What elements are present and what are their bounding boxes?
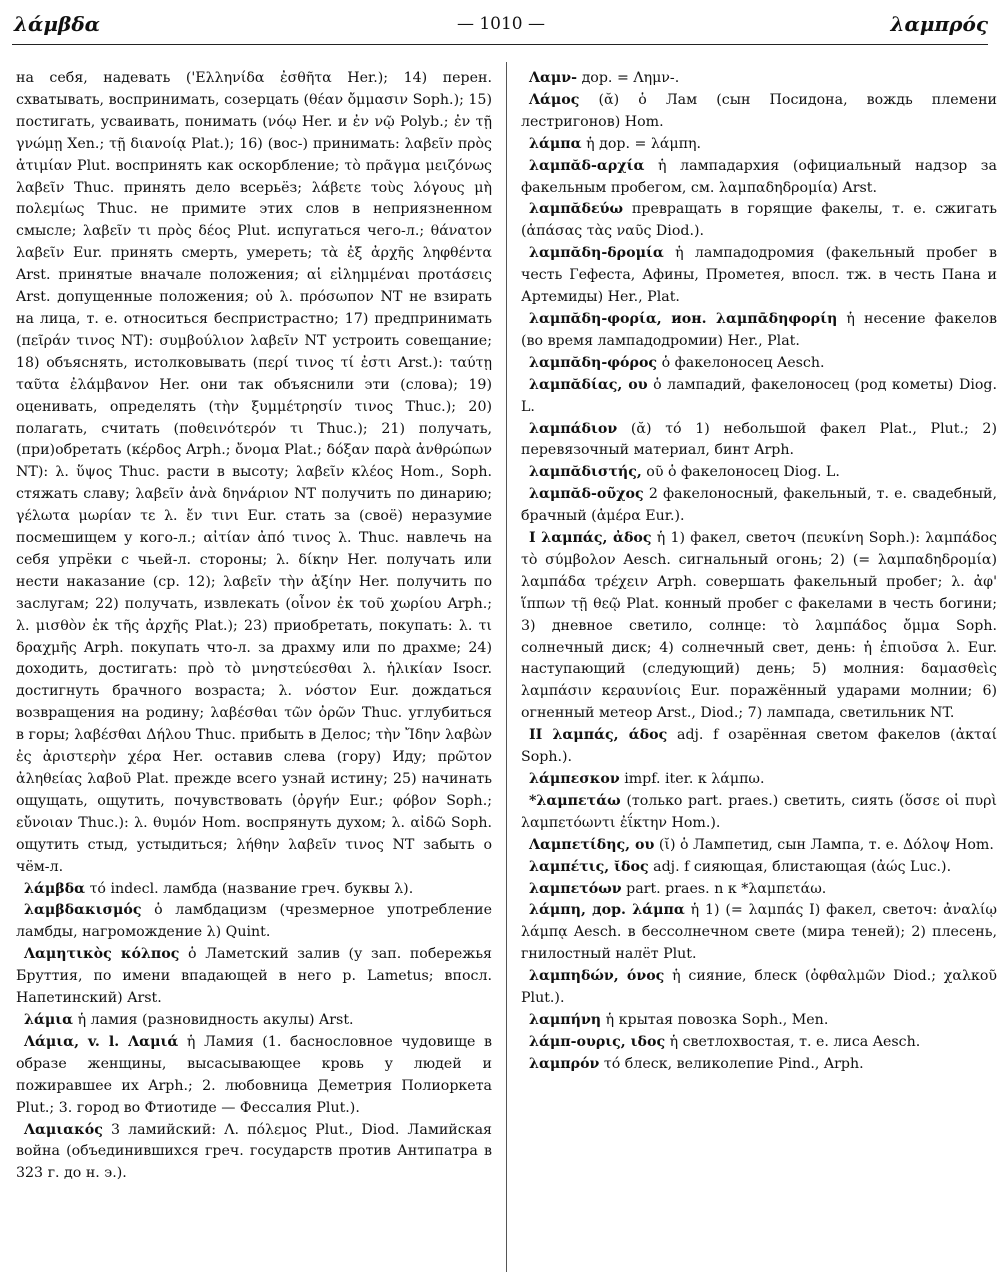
dictionary-entry xyxy=(521,199,997,243)
dictionary-entry xyxy=(521,900,997,966)
dictionary-entry xyxy=(521,484,997,528)
dictionary-entry xyxy=(16,879,492,901)
entry-body: ἡ светлохвостая, т. е. лиса Aesch. xyxy=(669,1033,921,1050)
entry-body: превращать в горящие факелы, т. е. сжигать (ἁπάσας τὰς ναῦς Diod.). xyxy=(521,201,997,240)
entry-headword: Λαμιακός xyxy=(24,1121,103,1138)
dictionary-entry xyxy=(521,90,997,134)
dictionary-entry xyxy=(521,68,997,90)
entry-headword: λαμβδακισμός xyxy=(24,902,142,919)
entry-body: дор. = Λημν-. xyxy=(581,70,680,86)
entry-body: impf. iter. к λάμπω. xyxy=(624,771,765,787)
entry-body: 3 ламийский: Λ. πόλεμος Plut., Diod. Ламийская война (объединившихся греч. государств против Антипатра в 323 г. до н. э.). xyxy=(16,1121,492,1182)
entry-body: (только part. praes.) светить, сиять (ὅσσε οἱ πυρὶ λαμπετόωντι ἐΐκτην Hom.). xyxy=(521,792,997,831)
entry-headword: λαμπετόων xyxy=(529,880,622,897)
entry-headword: I λαμπάς, ἀδος xyxy=(529,530,652,547)
entry-headword: Λαμητικὸς κόλπος xyxy=(24,946,180,963)
dictionary-entry xyxy=(521,1032,997,1054)
entry-headword: λαμπᾰδη-δρομία xyxy=(529,245,664,262)
entry-body: ἡ несение факелов (во время лампадодромии) Her., Plat. xyxy=(521,310,998,349)
entry-headword: *λαμπετάω xyxy=(529,792,621,809)
dictionary-entry xyxy=(521,1054,997,1076)
dictionary-entry xyxy=(521,725,997,769)
dictionary-entry xyxy=(521,156,997,200)
entry-headword: II λαμπάς, άδος xyxy=(529,727,668,744)
dictionary-entry xyxy=(521,1010,997,1032)
entry-body: τό блеск, великолепие Pind., Arph. xyxy=(603,1055,864,1072)
entry-headword: λαμπᾰδη-φορία, ион. λαμπᾱδηφορίη xyxy=(529,310,838,327)
dictionary-entry xyxy=(16,944,492,1010)
dictionary-entry xyxy=(521,243,997,309)
entry-body: ἡ лампадархия (официальный надзор за факельным пробегом, см. λαμπαδηδρομία) Arst. xyxy=(521,157,997,196)
dictionary-entry xyxy=(16,1120,492,1186)
dictionary-entry xyxy=(521,769,997,791)
dictionary-entry xyxy=(16,900,492,944)
entry-headword: λάμπη, дор. λάμπα xyxy=(529,902,685,919)
entry-headword: Λαμν- xyxy=(529,70,578,86)
entry-body: ἡ Ламия (1. баснословное чудовище в образе женщины, высасывающее кровь у людей и пожиравшее их Arph.; 2. любовница Деметрия Полиоркета Plut.; 3. город во Фтиотиде — Фессалия Plut.). xyxy=(16,1033,492,1116)
dictionary-entry xyxy=(521,375,997,419)
page-header xyxy=(14,10,988,44)
entry-headword: λαμπᾰδεύω xyxy=(529,201,623,218)
entry-body: (ᾰ) τό 1) небольшой факел Plat., Plut.; 2) перевязочный материал, бинт Arph. xyxy=(521,420,997,459)
dictionary-entry xyxy=(16,1010,492,1032)
entry-body: ὁ факелоносец Aesch. xyxy=(661,354,825,371)
entry-headword: λαμπᾰδη-φόρος xyxy=(529,354,658,371)
left-column xyxy=(16,68,492,1185)
entry-body: ἡ сияние, блеск (ὀφθαλμῶν Diod.; χαλκοῦ Plut.). xyxy=(521,968,997,1007)
entry-headword: λαμπᾰδ-οῦχος xyxy=(529,486,644,503)
entry-headword: λαμπηδών, όνος xyxy=(529,968,665,985)
entry-body: τό indecl. ламбда (название греч. буквы λ). xyxy=(89,880,414,897)
entry-headword: λαμπᾰδ-αρχία xyxy=(529,157,645,174)
entry-headword: Λαμπετίδης, ου xyxy=(529,836,655,853)
dictionary-entry xyxy=(521,309,997,353)
page-number: — 1010 — xyxy=(456,14,546,34)
entry-body: ὁ ламбдацизм (чрезмерное употребление ламбды, нагромождение λ) Quint. xyxy=(16,902,493,941)
entry-body: ἡ 1) (= λαμπάς I) факел, светоч: ἀναλίῳ λάμπᾳ Aesch. в бессолнечном свете (мира теней); 2) плесень, гнилостный налёт Plut. xyxy=(521,902,997,963)
entry-headword: λάμια xyxy=(24,1011,74,1028)
entry-headword: Λάμια, v. l. Λαμιά xyxy=(24,1033,179,1050)
right-column xyxy=(521,68,997,1076)
entry-body: part. praes. n к *λαμπετάω. xyxy=(626,880,827,897)
header-rule xyxy=(12,44,988,45)
entry-body: на себя, надевать ('Ελληνίδα ἐσθῆτα Her.); 14) перен. схватывать, воспринимать, созерцать (θέαν ὄμμασιν Soph.); 15) постигать, усваивать, понимать (νόῳ Her. и ἐν νῷ Polyb.; ἐν τῇ γνώμῃ Xen.; τῇ διανοίᾳ Plat.); 16) (вос-) принимать: λαβεῖν πρὸς ἀτιμίαν Plut. воспринять как оскорбление; τὸ πρᾶγμα μειζόνως λαβεῖν Thuc. принять дело всерьёз; λάβετε τοὺς λόγους μὴ πολεμίως Thuc. не примите этих слов в неприязненном смысле; λαβεῖν τι πρὸς δέος Plut. испугаться чего-л.; θάνατον λαβεῖν Eur. принять смерть, умереть; τὰ ἐξ ἀρχῆς ληφθέντα Arst. принятые вначале положения; αἱ εἰλημμέναι προτάσεις Arst. допущенные положения; οὐ λ. πρόσωπον NT не взирать на лица, т. е. относиться беспристрастно; 17) предпринимать (πεῖράν τινος NT): συμβούλιον λαβεῖν NT устроить совещание; 18) объяснять, истолковывать (περί τινος τί ἐστι Arst.): ταύτῃ ταῦτα ἐλάμβανον Her. они так объяснили эти (слова); 19) оценивать, определять (τὴν ξυμμέτρησίν τινος Thuc.); 20) полагать, считать (ποθεινότερόν τι Thuc.); 21) получать, (при)обретать (κέρδος Arph.; ὄνομα Plat.; δόξαν παρὰ ἀνθρώπων NT): λ. ὕψος Thuc. расти в высоту; λαβεῖν κλέος Hom., Soph. стяжать славу; λαβεῖν ἀνὰ δηνάριον NT получить по динарию; γέλωτα μωρίαν τε λ. ἔν τινι Eur. стать за (своё) неразумие посмешищем у кого-л.; αἰτίαν ἀπό τινος λ. Thuc. навлечь на себя упрёки с чьей-л. стороны; λ. δίκην Her. получать или нести наказание (ср. 12); λαβεῖν τὴν ἀξίην Her. получить по заслугам; 22) получать, извлекать (οἶνον ἐκ τοῦ χωρίου Arph.; λ. μισθὸν ἐκ τῆς ἀρχῆς Plat.); 23) приобретать, покупать: λ. τι δραχμῆς Arph. покупать что-л. за драхму или по драхме; 24) доходить, достигать: πρὸ τὸ μνηστεύεσθαι λ. ἡλικίαν Isocr. достигнуть брачного возраста; λ. νόστον Eur. дождаться возвращения на родину; λαβέσθαι τῶν ὀρῶν Thuc. углубиться в горы; λαβέσθαι Δήλου Thuc. прибыть в Делос; τὴν Ἴδην λαβὼν ἐς ἀριστερὴν χέρα Her. оставив слева (гору) Иду; πρῶτον ἀληθείας λαβοῦ Plat. прежде всего узнай истину; 25) начинать ощущать, ощутить, почувствовать (ὀργήν Eur.; φόβον Soph.; εὔνοιαν Thuc.): λ. θυμόν Hom. воспрянуть духом; λ. αἰδῶ Soph. ощутить стыд, устыдиться; λήθην λαβεῖν τινος NT забыть о чём-л. xyxy=(16,70,492,875)
entry-headword: λαμπάδιον xyxy=(529,420,618,437)
running-head-right: λαμπρός xyxy=(890,12,988,36)
dictionary-entry xyxy=(521,791,997,835)
dictionary-entry xyxy=(521,134,997,156)
entry-body: οῦ ὁ факелоносец Diog. L. xyxy=(646,464,840,481)
entry-headword: λαμπᾰδίας, ου xyxy=(529,376,648,393)
dictionary-entry xyxy=(16,68,492,879)
entry-headword: λάμπεσκον xyxy=(529,771,620,787)
entry-body: (ᾰ) ὁ Лам (сын Посидона, вождь племени лестригонов) Hom. xyxy=(521,91,997,130)
dictionary-entry xyxy=(521,857,997,879)
dictionary-entry xyxy=(521,879,997,901)
entry-body: 2 факелоносный, факельный, т. е. свадебный, брачный (ἁμέρα Eur.). xyxy=(521,486,998,525)
entry-headword: λάμβδα xyxy=(24,880,86,897)
entry-body: adj. f озарённая светом факелов (ἀκταί Soph.). xyxy=(521,727,998,766)
entry-headword: Λάμος xyxy=(529,91,580,108)
entry-body: (ῐ) ὁ Лампетид, сын Лампа, т. е. Δόλοψ Hom. xyxy=(658,836,994,853)
dictionary-entry xyxy=(521,528,997,725)
dictionary-entry xyxy=(16,1032,492,1120)
entry-body: ὁ Ламетский залив (у зап. побережья Бруттия, по имени впадающей в него р. Lametus; впосл. Напетинский) Arst. xyxy=(16,946,492,1007)
entry-headword: λαμπήνη xyxy=(529,1011,602,1028)
entry-body: ἡ крытая повозка Soph., Men. xyxy=(605,1011,829,1028)
running-head-left: λάμβδα xyxy=(14,12,101,36)
entry-body: ἡ лампадодромия (факельный пробег в честь Гефеста, Афины, Прометея, впосл. тж. в честь Пана и Артемиды) Her., Plat. xyxy=(521,245,998,306)
entry-headword: λάμπ-ουρις, ιδος xyxy=(529,1033,666,1050)
dictionary-entry xyxy=(521,966,997,1010)
entry-body: ἡ дор. = λάμπη. xyxy=(586,135,701,152)
entry-body: ὁ лампадий, факелоносец (род кометы) Diog. L. xyxy=(521,376,997,415)
entry-body: ἡ 1) факел, светоч (πευκίνη Soph.): λαμπάδος τὸ σύμβολον Aesch. сигнальный огонь; 2) (= λαμπαδηδρομία) λαμπάδα τρέχειν Arph. совершать факельный пробег; λ. ἀφ' ἵππων τῇ θεῷ Plat. конный пробег с факелами в честь богини; 3) дневное светило, солнце: τὸ λαμπάδος ὄμμα Soph. солнечный диск; 4) солнечный свет, день: ἡ ἐπιοῦσα λ. Eur. наступающий (следующий) день; 5) молния: δαμασθεὶς λαμπάσιν κεραυνίοις Eur. поражённый ударами молнии; 6) огненный метеор Arst., Diod.; 7) лампада, светильник NT. xyxy=(521,530,997,722)
dictionary-entry xyxy=(521,462,997,484)
entry-body: ἡ ламия (разновидность акулы) Arst. xyxy=(77,1011,354,1028)
dictionary-entry xyxy=(521,835,997,857)
entry-headword: λάμπα xyxy=(529,135,582,152)
column-separator xyxy=(506,62,507,1272)
entry-body: adj. f сияющая, блистающая (ἀώς Luc.). xyxy=(653,858,952,875)
dictionary-entry xyxy=(521,419,997,463)
entry-headword: λαμπᾰδιστής, xyxy=(529,464,642,481)
entry-headword: λαμπρόν xyxy=(529,1055,600,1072)
entry-headword: λαμπέτις, ῐδος xyxy=(529,858,649,875)
dictionary-entry xyxy=(521,353,997,375)
